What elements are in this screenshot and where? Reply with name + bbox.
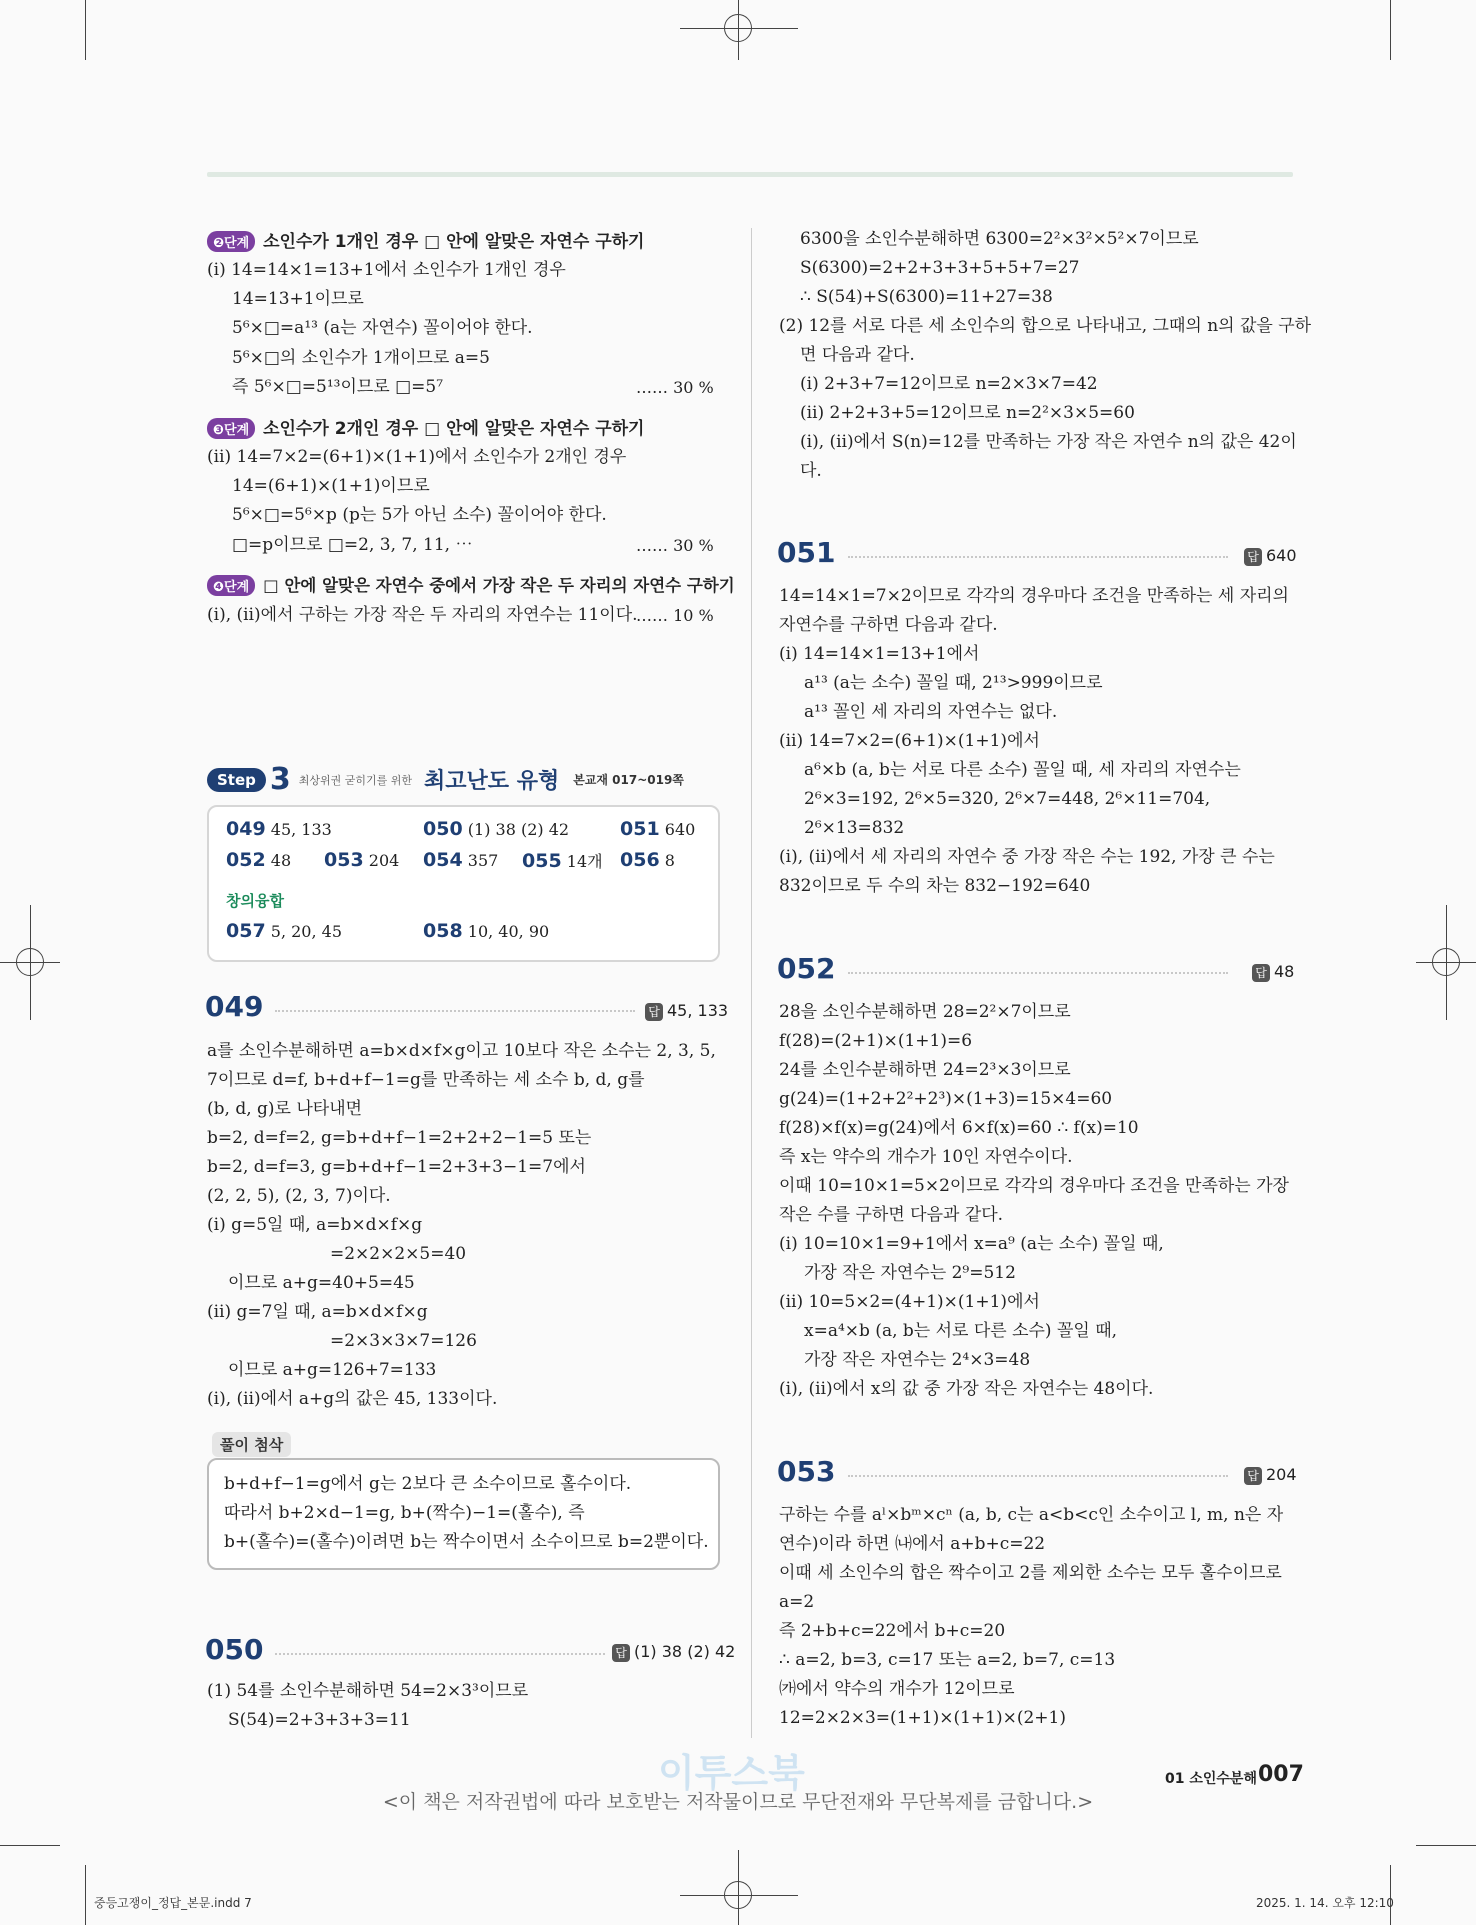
text-line: a¹³ (a는 소수) 꼴일 때, 2¹³>999이므로 [804, 673, 1103, 693]
problem-number: 050 [205, 1633, 264, 1666]
answer-item: 057 5, 20, 45 [226, 920, 343, 942]
crop-mark [85, 0, 86, 60]
text-line: (1) 54를 소인수분해하면 54=2×3³이므로 [207, 1681, 529, 1701]
text-line: 구하는 수를 aˡ×bᵐ×cⁿ (a, b, c는 a<b<c인 소수이고 l, m, n은 자 [779, 1505, 1284, 1525]
text-line: 작은 수를 구하면 다음과 같다. [779, 1205, 1004, 1225]
score-percent: …… 30 % [636, 378, 714, 397]
text-line: S(6300)=2+2+3+3+5+5+7=27 [800, 258, 1080, 278]
step-number: 3 [269, 762, 291, 797]
column-divider [751, 228, 752, 1738]
step2-heading: ❷단계 소인수가 1개인 경우 □ 안에 알맞은 자연수 구하기 [207, 227, 644, 252]
text-line: (ⅰ) 2+3+7=12이므로 n=2×3×7=42 [800, 374, 1098, 394]
text-line: 14=14×1=7×2이므로 각각의 경우마다 조건을 만족하는 세 자리의 [779, 586, 1289, 606]
text-line: 7이므로 d=f, b+d+f−1=g를 만족하는 세 소수 b, d, g를 [207, 1070, 645, 1090]
problem-answer: 답 204 [1244, 1465, 1297, 1485]
problem-answer: 답 (1) 38 (2) 42 [612, 1642, 735, 1662]
answer-item: 049 45, 133 [226, 818, 332, 840]
answer-icon: 답 [1252, 964, 1270, 982]
answer-icon: 답 [612, 1644, 630, 1662]
text-line: (ⅱ) 14=7×2=(6+1)×(1+1)에서 소인수가 2개인 경우 [207, 447, 627, 467]
crop-mark [1446, 905, 1447, 1020]
text-line: 12=2×2×3=(1+1)×(1+1)×(2+1) [779, 1708, 1066, 1728]
step3-heading: ❸단계 소인수가 2개인 경우 □ 안에 알맞은 자연수 구하기 [207, 414, 644, 439]
registration-mark [724, 14, 752, 42]
text-line: ㈎에서 약수의 개수가 12이므로 [779, 1679, 1015, 1699]
text-line: b=2, d=f=2, g=b+d+f−1=2+2+2−1=5 또는 [207, 1128, 592, 1148]
dotted-leader [275, 1010, 635, 1012]
step-subtitle: 최상위권 굳히기를 위한 [298, 773, 413, 787]
step4-heading: ❹단계 □ 안에 알맞은 자연수 중에서 가장 작은 두 자리의 자연수 구하기 [207, 572, 735, 596]
text-line: 5⁶×□=a¹³ (a는 자연수) 꼴이어야 한다. [232, 318, 533, 338]
text-line: (b, d, g)로 나타내면 [207, 1099, 363, 1119]
text-line: (ⅰ), (ⅱ)에서 세 자리의 자연수 중 가장 작은 수는 192, 가장 큰 수는 [779, 847, 1275, 867]
dotted-leader [848, 972, 1228, 974]
text-line: 면 다음과 같다. [800, 345, 915, 365]
text-line: 이때 10=10×1=5×2이므로 각각의 경우마다 조건을 만족하는 가장 [779, 1176, 1289, 1196]
problem-answer: 답 640 [1244, 546, 1297, 566]
text-line: 자연수를 구하면 다음과 같다. [779, 615, 998, 635]
date-slug: 2025. 1. 14. 오후 12:10 [1256, 1896, 1394, 1910]
text-line: ∴ S(54)+S(6300)=11+27=38 [800, 287, 1053, 307]
text-line: (ⅱ) 14=7×2=(6+1)×(1+1)에서 [779, 731, 1040, 751]
step-badge: ❹단계 [207, 575, 255, 596]
text-line: (2, 2, 5), (2, 3, 7)이다. [207, 1186, 391, 1206]
text-line: f(28)×f(x)=g(24)에서 6×f(x)=60 ∴ f(x)=10 [779, 1118, 1139, 1138]
score-percent: …… 30 % [636, 536, 714, 555]
text-line: =2×2×2×5=40 [330, 1244, 467, 1264]
creative-label: 창의융합 [226, 892, 284, 910]
text-line: (ⅱ) g=7일 때, a=b×d×f×g [207, 1302, 428, 1322]
text-line: 이므로 a+g=40+5=45 [228, 1273, 415, 1293]
text-line: (ⅰ) g=5일 때, a=b×d×f×g [207, 1215, 423, 1235]
text-line: (ⅰ), (ⅱ)에서 a+g의 값은 45, 133이다. [207, 1389, 498, 1409]
text-line: 5⁶×□의 소인수가 1개이므로 a=5 [232, 348, 490, 368]
text-line: g(24)=(1+2+2²+2³)×(1+3)=15×4=60 [779, 1089, 1113, 1109]
text-line: □=p이므로 □=2, 3, 7, 11, ⋯ [232, 535, 473, 555]
step-badge: ❷단계 [207, 231, 255, 252]
text-line: 즉 2+b+c=22에서 b+c=20 [779, 1621, 1006, 1641]
text-line: 6300을 소인수분해하면 6300=2²×3²×5²×7이므로 [800, 229, 1199, 249]
crop-mark [0, 1845, 60, 1846]
text-line: 즉 x는 약수의 개수가 10인 자연수이다. [779, 1147, 1073, 1167]
note-line: b+d+f−1=g에서 g는 2보다 큰 소수이므로 홀수이다. [224, 1474, 632, 1494]
answer-icon: 답 [1244, 1467, 1262, 1485]
file-slug: 중등고쟁이_정답_본문.indd 7 [94, 1896, 252, 1910]
answer-item: 050 (1) 38 (2) 42 [423, 818, 570, 840]
crop-mark [85, 1865, 86, 1925]
header-bar [207, 172, 1293, 177]
text-line: 가장 작은 자연수는 2⁴×3=48 [804, 1350, 1031, 1370]
text-line: (ⅱ) 10=5×2=(4+1)×(1+1)에서 [779, 1292, 1040, 1312]
problem-number: 049 [205, 990, 264, 1023]
problem-number: 051 [777, 536, 836, 569]
registration-mark [724, 1881, 752, 1909]
answer-item: 054 357 [423, 849, 499, 871]
note-line: b+(홀수)=(홀수)이려면 b는 짝수이면서 소수이므로 b=2뿐이다. [224, 1532, 709, 1552]
answer-item: 052 48 [226, 849, 292, 871]
text-line: (ⅰ) 10=10×1=9+1에서 x=a⁹ (a는 소수) 꼴일 때, [779, 1234, 1164, 1254]
text-line: =2×3×3×7=126 [330, 1331, 477, 1351]
text-line: 이므로 a+g=126+7=133 [228, 1360, 437, 1380]
text-line: a를 소인수분해하면 a=b×d×f×g이고 10보다 작은 소수는 2, 3, 5, [207, 1041, 716, 1061]
step-title: 최고난도 유형 [424, 769, 560, 794]
text-line: 2⁶×3=192, 2⁶×5=320, 2⁶×7=448, 2⁶×11=704, [804, 789, 1211, 809]
text-line: a=2 [779, 1592, 815, 1612]
note-tag: 풀이 첨삭 [212, 1432, 291, 1457]
dotted-leader [848, 1475, 1228, 1477]
text-line: 832이므로 두 수의 차는 832−192=640 [779, 876, 1091, 896]
text-line: (ⅰ) 14=14×1=13+1에서 [779, 644, 980, 664]
score-percent: …… 10 % [636, 606, 714, 625]
note-line: 따라서 b+2×d−1=g, b+(짝수)−1=(홀수), 즉 [224, 1503, 585, 1523]
text-line: f(28)=(2+1)×(1+1)=6 [779, 1031, 973, 1051]
text-line: 연수)이라 하면 ㈏에서 a+b+c=22 [779, 1534, 1046, 1554]
text-line: (ⅰ), (ⅱ)에서 S(n)=12를 만족하는 가장 작은 자연수 n의 값은 42이 [800, 432, 1297, 452]
problem-number: 053 [777, 1455, 836, 1488]
answer-item: 056 8 [620, 849, 675, 871]
crop-mark [1416, 1845, 1476, 1846]
text-line: 다. [800, 461, 822, 481]
answer-icon: 답 [645, 1003, 663, 1021]
text-line: 24를 소인수분해하면 24=2³×3이므로 [779, 1060, 1071, 1080]
step-label: Step [207, 768, 266, 792]
answer-item: 055 14개 [522, 850, 603, 872]
text-line: 14=(6+1)×(1+1)이므로 [232, 476, 430, 496]
answer-icon: 답 [1244, 548, 1262, 566]
text-line: (ⅰ) 14=14×1=13+1에서 소인수가 1개인 경우 [207, 260, 566, 280]
crop-mark [1390, 0, 1391, 60]
problem-answer: 답 48 [1252, 962, 1294, 982]
text-line: 이때 세 소인수의 합은 짝수이고 2를 제외한 소수는 모두 홀수이므로 [779, 1563, 1282, 1583]
crop-mark [30, 905, 31, 1020]
text-line: (ⅱ) 2+2+3+5=12이므로 n=2²×3×5=60 [800, 403, 1135, 423]
text-line: a¹³ 꼴인 세 자리의 자연수는 없다. [804, 702, 1058, 722]
step-badge: ❸단계 [207, 418, 255, 439]
text-line: 2⁶×13=832 [804, 818, 905, 838]
text-line: S(54)=2+3+3+3=11 [228, 1710, 411, 1730]
text-line: (ⅰ), (ⅱ)에서 x의 값 중 가장 작은 자연수는 48이다. [779, 1379, 1154, 1399]
problem-number: 052 [777, 952, 836, 985]
problem-answer: 답 45, 133 [645, 1001, 728, 1021]
text-line: 14=13+1이므로 [232, 289, 364, 309]
text-line: 즉 5⁶×□=5¹³이므로 □=5⁷ [232, 377, 444, 397]
text-line: (ⅰ), (ⅱ)에서 구하는 가장 작은 두 자리의 자연수는 11이다. [207, 605, 638, 625]
step-banner [207, 762, 684, 797]
watermark-logo: 이투스북 [658, 1751, 805, 1795]
answer-item: 053 204 [324, 849, 400, 871]
text-line: 가장 작은 자연수는 2⁹=512 [804, 1263, 1016, 1283]
text-line: b=2, d=f=3, g=b+d+f−1=2+3+3−1=7에서 [207, 1157, 586, 1177]
answer-item: 058 10, 40, 90 [423, 920, 550, 942]
text-line: x=a⁴×b (a, b는 서로 다른 소수) 꼴일 때, [804, 1321, 1118, 1341]
chapter-label: 01 소인수분해 [1165, 1771, 1257, 1787]
text-line: ∴ a=2, b=3, c=17 또는 a=2, b=7, c=13 [779, 1650, 1116, 1670]
text-line: 5⁶×□=5⁶×p (p는 5가 아닌 소수) 꼴이어야 한다. [232, 505, 607, 525]
text-line: (2) 12를 서로 다른 세 소인수의 합으로 나타내고, 그때의 n의 값을 구하 [779, 316, 1312, 336]
copyright-notice: <이 책은 저작권법에 따라 보호받는 저작물이므로 무단전재와 무단복제를 금합니다.> [382, 1791, 1094, 1813]
dotted-leader [848, 556, 1228, 558]
text-line: 28을 소인수분해하면 28=2²×7이므로 [779, 1002, 1071, 1022]
text-line: a⁶×b (a, b는 서로 다른 소수) 꼴일 때, 세 자리의 자연수는 [804, 760, 1241, 780]
textbook-ref: 본교재 017~019쪽 [573, 773, 684, 787]
answer-item: 051 640 [620, 818, 696, 840]
dotted-leader [275, 1653, 605, 1655]
page-number: 007 [1258, 1762, 1304, 1787]
